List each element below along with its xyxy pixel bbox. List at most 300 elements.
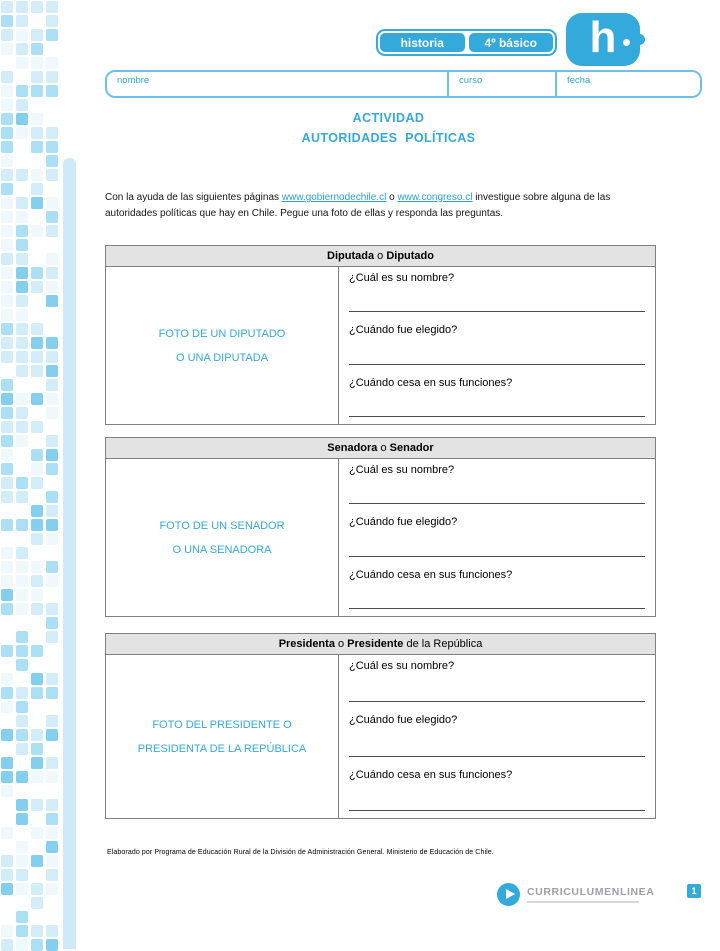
mosaic-tile xyxy=(31,785,43,797)
question-text: ¿Cuándo fue elegido? xyxy=(349,324,458,337)
mosaic-tile xyxy=(46,1,58,13)
mosaic-tile xyxy=(16,561,28,573)
answer-line[interactable] xyxy=(349,364,645,365)
authority-table-1 xyxy=(105,437,656,617)
play-icon xyxy=(497,883,520,906)
mosaic-tile xyxy=(31,1,43,13)
mosaic-tile xyxy=(46,701,58,713)
mosaic-tile xyxy=(46,715,58,727)
decorative-mosaic-strip xyxy=(0,0,60,949)
question-text: ¿Cuál es su nombre? xyxy=(349,660,455,672)
mosaic-tile xyxy=(31,743,43,755)
question-text: ¿Cuál es su nombre? xyxy=(349,272,455,284)
mosaic-tile xyxy=(31,757,43,769)
mosaic-tile xyxy=(31,85,43,97)
mosaic-tile xyxy=(31,883,43,895)
mosaic-tile xyxy=(46,575,58,587)
mosaic-tile xyxy=(16,323,28,335)
mosaic-tile xyxy=(16,701,28,713)
authority-table-0 xyxy=(105,245,656,425)
mosaic-tile xyxy=(31,855,43,867)
mosaic-tile xyxy=(31,337,43,349)
table-title-segment: Diputado xyxy=(386,250,434,262)
mosaic-tile xyxy=(31,127,43,139)
mosaic-tile xyxy=(31,771,43,783)
authority-table-2 xyxy=(105,633,656,819)
mosaic-tile xyxy=(1,939,13,951)
mosaic-tile xyxy=(46,589,58,601)
mosaic-tile xyxy=(16,85,28,97)
mosaic-tile xyxy=(16,827,28,839)
mosaic-tile xyxy=(31,295,43,307)
mosaic-tile xyxy=(16,491,28,503)
mosaic-tile xyxy=(16,239,28,251)
question-text: ¿Cuándo fue elegido? xyxy=(349,516,458,529)
mosaic-tile xyxy=(46,841,58,853)
mosaic-tile xyxy=(46,309,58,321)
mosaic-tile xyxy=(46,673,58,685)
mosaic-tile xyxy=(31,43,43,55)
mosaic-tile xyxy=(1,547,13,559)
mosaic-tile xyxy=(1,519,13,531)
mosaic-tile xyxy=(16,99,28,111)
mosaic-tile xyxy=(1,603,13,615)
mosaic-tile xyxy=(46,505,58,517)
mosaic-tile xyxy=(16,393,28,405)
photo-placeholder[interactable] xyxy=(106,267,339,424)
curso-label: curso xyxy=(459,75,483,86)
mosaic-tile xyxy=(31,71,43,83)
photo-placeholder[interactable] xyxy=(106,459,339,616)
mosaic-tile xyxy=(31,603,43,615)
nombre-field[interactable] xyxy=(107,72,447,96)
mosaic-tile xyxy=(31,729,43,741)
mosaic-tile xyxy=(1,379,13,391)
mosaic-tile xyxy=(46,771,58,783)
mosaic-tile xyxy=(16,757,28,769)
mosaic-tile xyxy=(16,547,28,559)
table-title-segment: Senador xyxy=(389,442,434,454)
questions-cell xyxy=(339,267,655,424)
mosaic-tile xyxy=(16,1,28,13)
mosaic-tile xyxy=(31,141,43,153)
mosaic-tile xyxy=(1,393,13,405)
mosaic-tile xyxy=(31,701,43,713)
mosaic-tile xyxy=(16,603,28,615)
mosaic-tile xyxy=(1,253,13,265)
mosaic-tile xyxy=(1,449,13,461)
mosaic-tile xyxy=(16,631,28,643)
mosaic-tile xyxy=(46,491,58,503)
mosaic-tile xyxy=(46,211,58,223)
mosaic-tile xyxy=(1,15,13,27)
mosaic-tile xyxy=(46,379,58,391)
table-title xyxy=(106,634,655,655)
mosaic-tile xyxy=(1,155,13,167)
answer-line[interactable] xyxy=(349,556,645,557)
mosaic-tile xyxy=(16,799,28,811)
table-body xyxy=(106,655,655,818)
question-text: ¿Cuándo cesa en sus funciones? xyxy=(349,376,513,389)
mosaic-tile xyxy=(1,295,13,307)
mosaic-tile xyxy=(31,113,43,125)
mosaic-tile xyxy=(16,729,28,741)
mosaic-tile xyxy=(31,491,43,503)
mosaic-tile xyxy=(31,659,43,671)
mosaic-tile xyxy=(31,29,43,41)
mosaic-tile xyxy=(16,449,28,461)
mosaic-tile xyxy=(46,239,58,251)
mosaic-tile xyxy=(1,85,13,97)
mosaic-tile xyxy=(16,141,28,153)
mosaic-tile xyxy=(46,477,58,489)
question-block xyxy=(339,709,655,763)
decorative-side-bar xyxy=(63,158,76,949)
table-title-segment: Presidente xyxy=(347,638,404,650)
mosaic-tile xyxy=(31,99,43,111)
mosaic-tile xyxy=(31,799,43,811)
link-gobiernodechile[interactable]: www.gobiernodechile.cl xyxy=(281,192,387,203)
mosaic-tile xyxy=(1,505,13,517)
mosaic-tile xyxy=(46,883,58,895)
mosaic-tile xyxy=(16,337,28,349)
mosaic-tile xyxy=(46,337,58,349)
mosaic-tile xyxy=(31,869,43,881)
mosaic-tile xyxy=(16,267,28,279)
student-info-bar xyxy=(105,70,702,98)
mosaic-tile xyxy=(16,407,28,419)
link-congreso[interactable]: www.congreso.cl xyxy=(397,192,473,203)
mosaic-tile xyxy=(1,281,13,293)
mosaic-tile xyxy=(46,141,58,153)
grade-badge: 4º básico xyxy=(469,33,554,52)
mosaic-tile xyxy=(46,393,58,405)
mosaic-tile xyxy=(16,463,28,475)
mosaic-tile xyxy=(1,589,13,601)
photo-placeholder-label: O UNA SENADORA xyxy=(172,543,272,556)
mosaic-tile xyxy=(16,477,28,489)
mosaic-tile xyxy=(16,351,28,363)
mosaic-tile xyxy=(1,533,13,545)
mosaic-tile xyxy=(1,785,13,797)
answer-line[interactable] xyxy=(349,756,645,757)
mosaic-tile xyxy=(46,855,58,867)
photo-placeholder-label: O UNA DIPUTADA xyxy=(175,351,269,364)
mosaic-tile xyxy=(31,449,43,461)
photo-placeholder-label: FOTO DE UN SENADOR xyxy=(159,519,285,532)
logo-dot-icon xyxy=(623,39,630,46)
mosaic-tile xyxy=(31,925,43,937)
mosaic-tile xyxy=(16,855,28,867)
mosaic-tile xyxy=(46,519,58,531)
mosaic-tile xyxy=(1,771,13,783)
mosaic-tile xyxy=(1,211,13,223)
mosaic-tile xyxy=(16,925,28,937)
mosaic-tile xyxy=(16,645,28,657)
mosaic-tile xyxy=(1,673,13,685)
mosaic-tile xyxy=(1,645,13,657)
mosaic-tile xyxy=(31,463,43,475)
question-block xyxy=(339,655,655,709)
mosaic-tile xyxy=(1,323,13,335)
mosaic-tile xyxy=(16,71,28,83)
mosaic-tile xyxy=(16,15,28,27)
mosaic-tile xyxy=(46,197,58,209)
mosaic-tile xyxy=(16,379,28,391)
question-block xyxy=(339,319,655,371)
mosaic-tile xyxy=(16,43,28,55)
mosaic-tile xyxy=(1,869,13,881)
question-block xyxy=(339,267,655,319)
mosaic-tile xyxy=(31,309,43,321)
mosaic-tile xyxy=(31,225,43,237)
mosaic-tile xyxy=(46,43,58,55)
mosaic-tile xyxy=(31,57,43,69)
mosaic-tile xyxy=(1,197,13,209)
table-title-segment: Diputada xyxy=(327,250,375,262)
mosaic-tile xyxy=(1,911,13,923)
question-block xyxy=(339,564,655,616)
questions-cell xyxy=(339,459,655,616)
mosaic-tile xyxy=(1,267,13,279)
mosaic-tile xyxy=(1,561,13,573)
mosaic-tile xyxy=(46,351,58,363)
mosaic-tile xyxy=(31,155,43,167)
mosaic-tile xyxy=(1,239,13,251)
photo-placeholder-label: PRESIDENTA DE LA REPÚBLICA xyxy=(137,742,307,755)
mosaic-tile xyxy=(46,71,58,83)
mosaic-tile xyxy=(46,645,58,657)
mosaic-tile xyxy=(1,57,13,69)
mosaic-tile xyxy=(16,883,28,895)
mosaic-tile xyxy=(1,617,13,629)
answer-line[interactable] xyxy=(349,311,645,312)
mosaic-tile xyxy=(16,435,28,447)
table-title-segment: Presidenta xyxy=(278,638,335,650)
mosaic-tile xyxy=(31,211,43,223)
mosaic-tile xyxy=(31,393,43,405)
mosaic-tile xyxy=(46,463,58,475)
mosaic-tile xyxy=(31,379,43,391)
subject-badge: historia xyxy=(380,33,465,52)
mosaic-tile xyxy=(46,659,58,671)
table-body xyxy=(106,459,655,616)
mosaic-tile xyxy=(1,435,13,447)
mosaic-tile xyxy=(16,939,28,951)
mosaic-tile xyxy=(46,267,58,279)
mosaic-tile xyxy=(1,351,13,363)
mosaic-tile xyxy=(16,743,28,755)
mosaic-tile xyxy=(16,589,28,601)
mosaic-tile xyxy=(31,253,43,265)
mosaic-tile xyxy=(46,127,58,139)
mosaic-tile xyxy=(46,729,58,741)
mosaic-tile xyxy=(1,729,13,741)
mosaic-tile xyxy=(31,323,43,335)
mosaic-tile xyxy=(46,435,58,447)
mosaic-tile xyxy=(46,323,58,335)
mosaic-tile xyxy=(16,183,28,195)
mosaic-tile xyxy=(31,183,43,195)
mosaic-tile xyxy=(16,813,28,825)
table-title xyxy=(106,246,655,267)
answer-line[interactable] xyxy=(349,416,645,417)
answer-line[interactable] xyxy=(349,503,645,504)
mosaic-tile xyxy=(1,337,13,349)
mosaic-tile xyxy=(1,463,13,475)
mosaic-tile xyxy=(1,631,13,643)
mosaic-tile xyxy=(1,813,13,825)
mosaic-tile xyxy=(46,757,58,769)
mosaic-tile xyxy=(46,407,58,419)
mosaic-tile xyxy=(1,29,13,41)
answer-line[interactable] xyxy=(349,608,645,609)
mosaic-tile xyxy=(46,631,58,643)
mosaic-tile xyxy=(16,771,28,783)
mosaic-tile xyxy=(31,813,43,825)
mosaic-tile xyxy=(31,911,43,923)
mosaic-tile xyxy=(16,295,28,307)
table-title-segment: de la República xyxy=(403,638,483,650)
question-block xyxy=(339,372,655,424)
mosaic-tile xyxy=(16,169,28,181)
mosaic-tile xyxy=(1,855,13,867)
mosaic-tile xyxy=(1,659,13,671)
table-body xyxy=(106,267,655,424)
mosaic-tile xyxy=(1,127,13,139)
mosaic-tile xyxy=(31,897,43,909)
question-text: ¿Cuándo fue elegido? xyxy=(349,714,458,727)
mosaic-tile xyxy=(46,15,58,27)
mosaic-tile xyxy=(46,603,58,615)
table-title-segment: o xyxy=(374,250,387,262)
brand-tagline-rule xyxy=(527,901,639,903)
mosaic-tile xyxy=(16,421,28,433)
mosaic-tile xyxy=(1,687,13,699)
curriculum-en-linea-logo xyxy=(497,883,654,906)
mosaic-tile xyxy=(31,631,43,643)
mosaic-tile xyxy=(1,701,13,713)
mosaic-tile xyxy=(46,29,58,41)
mosaic-tile xyxy=(46,687,58,699)
mosaic-tile xyxy=(1,841,13,853)
mosaic-tile xyxy=(1,113,13,125)
mosaic-tile xyxy=(46,449,58,461)
mosaic-tile xyxy=(31,281,43,293)
mosaic-tile xyxy=(16,211,28,223)
mosaic-tile xyxy=(46,57,58,69)
mosaic-tile xyxy=(46,253,58,265)
photo-placeholder-label: FOTO DEL PRESIDENTE O xyxy=(152,718,292,731)
mosaic-tile xyxy=(16,113,28,125)
mosaic-tile xyxy=(46,365,58,377)
mosaic-tile xyxy=(46,799,58,811)
title-block xyxy=(105,111,672,145)
mosaic-tile xyxy=(16,225,28,237)
fecha-field[interactable] xyxy=(555,72,700,96)
mosaic-tile xyxy=(16,673,28,685)
historia-logo xyxy=(566,13,640,66)
mosaic-tile xyxy=(16,785,28,797)
mosaic-tile xyxy=(46,113,58,125)
mosaic-tile xyxy=(1,421,13,433)
answer-line[interactable] xyxy=(349,810,645,811)
mosaic-tile xyxy=(31,939,43,951)
photo-placeholder[interactable] xyxy=(106,655,339,818)
mosaic-tile xyxy=(1,883,13,895)
mosaic-tile xyxy=(16,57,28,69)
question-block xyxy=(339,459,655,511)
mosaic-tile xyxy=(46,827,58,839)
brand-text: CURRICULUMENLINEA xyxy=(527,886,655,898)
mosaic-tile xyxy=(31,561,43,573)
mosaic-tile xyxy=(31,351,43,363)
fecha-label: fecha xyxy=(567,75,591,86)
mosaic-tile xyxy=(46,85,58,97)
mosaic-tile xyxy=(1,225,13,237)
mosaic-tile xyxy=(1,743,13,755)
mosaic-tile xyxy=(31,435,43,447)
mosaic-tile xyxy=(31,589,43,601)
mosaic-tile xyxy=(1,799,13,811)
mosaic-tile xyxy=(31,477,43,489)
mosaic-tile xyxy=(1,183,13,195)
mosaic-tile xyxy=(1,925,13,937)
instructions-part: o xyxy=(386,192,398,203)
instructions-part: investigue sobre alguna de las autoridades políticas que hay en Chile. Pegue una foto de ellas y responda las preguntas. xyxy=(105,192,611,219)
credit-text: Elaborado por Programa de Educación Rural de la División de Administración General. Ministerio de Educación de Chile. xyxy=(107,849,494,856)
mosaic-tile xyxy=(46,421,58,433)
mosaic-tile xyxy=(16,29,28,41)
mosaic-tile xyxy=(16,897,28,909)
mosaic-tile xyxy=(1,309,13,321)
page-number-badge: 1 xyxy=(687,884,701,898)
mosaic-tile xyxy=(31,841,43,853)
mosaic-tile xyxy=(1,897,13,909)
mosaic-tile xyxy=(31,407,43,419)
mosaic-tile xyxy=(1,715,13,727)
curso-field[interactable] xyxy=(447,72,555,96)
mosaic-tile xyxy=(16,505,28,517)
mosaic-tile xyxy=(16,155,28,167)
mosaic-tile xyxy=(16,869,28,881)
mosaic-tile xyxy=(1,757,13,769)
mosaic-tile xyxy=(31,365,43,377)
table-title-segment: o xyxy=(334,638,348,650)
mosaic-tile xyxy=(46,617,58,629)
mosaic-tile xyxy=(1,43,13,55)
mosaic-tile xyxy=(16,365,28,377)
mosaic-tile xyxy=(16,715,28,727)
mosaic-tile xyxy=(1,141,13,153)
answer-line[interactable] xyxy=(349,701,645,702)
mosaic-tile xyxy=(31,519,43,531)
mosaic-tile xyxy=(16,197,28,209)
table-title-segment: Senadora xyxy=(327,442,378,454)
question-text: ¿Cuál es su nombre? xyxy=(349,464,455,476)
mosaic-tile xyxy=(16,841,28,853)
mosaic-tile xyxy=(16,253,28,265)
instructions-part: Con la ayuda de las siguientes páginas xyxy=(105,192,282,203)
mosaic-tile xyxy=(31,687,43,699)
mosaic-tile xyxy=(31,533,43,545)
mosaic-tile xyxy=(1,71,13,83)
mosaic-tile xyxy=(31,575,43,587)
mosaic-tile xyxy=(46,155,58,167)
mosaic-tile xyxy=(31,239,43,251)
mosaic-tile xyxy=(1,477,13,489)
logo-letter: h xyxy=(589,12,617,62)
